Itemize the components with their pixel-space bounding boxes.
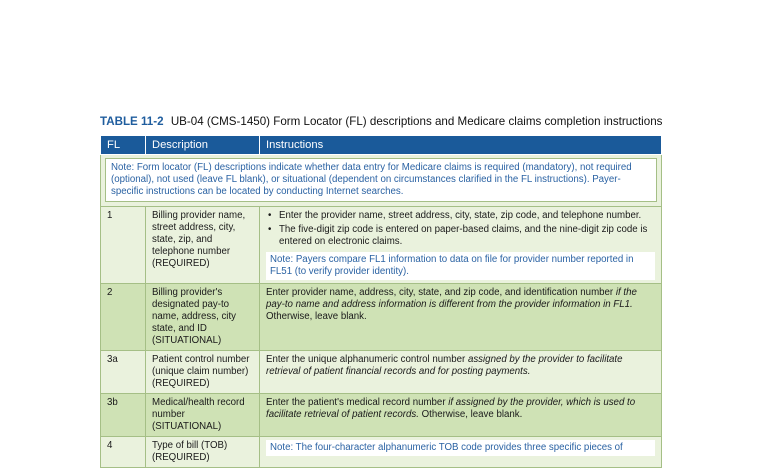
description-cell: Patient control number (unique claim number) (REQUIRED) <box>146 351 260 394</box>
table-row <box>101 207 662 284</box>
row-note: Note: Payers compare FL1 information to data on file for provider number reported in FL51 (to verify provider identity). <box>266 252 655 280</box>
table-number: TABLE 11-2 <box>100 115 164 128</box>
fl-cell: 1 <box>101 207 146 284</box>
instruction-list <box>266 210 655 248</box>
description-cell: Billing provider name, street address, city, state, zip, and telephone number (REQUIRED) <box>146 207 260 284</box>
table-header-row <box>101 136 662 155</box>
form-locator-table <box>100 136 662 468</box>
instructions-cell <box>260 437 662 468</box>
list-item: • The five-digit zip code is entered on paper-based claims, and the nine-digit zip code is entered on electronic claims. <box>268 224 648 247</box>
table-note: Note: Form locator (FL) descriptions indicate whether data entry for Medicare claims is required (mandatory), not required (optional), not used (leave FL blank), or situational (dependent on circumstances clarified in the FL instructions). Payer-specific instructions can be located by conducting Internet searches. <box>105 158 657 202</box>
list-item: • Enter the provider name, street address, city, state, zip code, and telephone number. <box>268 210 642 221</box>
description-cell: Type of bill (TOB) (REQUIRED) <box>146 437 260 468</box>
instructions-cell <box>260 207 662 284</box>
header-description: Description <box>146 136 260 155</box>
header-fl: FL <box>101 136 146 155</box>
fl-cell: 3a <box>101 351 146 394</box>
instructions-cell: Enter the unique alphanumeric control number assigned by the provider to facilitate retrieval of patient financial records and for posting payments. <box>260 351 662 394</box>
instructions-cell: Enter the patient's medical record number if assigned by the provider, which is used to facilitate retrieval of patient records. Otherwise, leave blank. <box>260 394 662 437</box>
row-note: Note: The four-character alphanumeric TOB code provides three specific pieces of <box>266 440 655 456</box>
bullet-icon: • <box>268 224 272 235</box>
fl-cell: 3b <box>101 394 146 437</box>
table-caption <box>100 115 662 128</box>
table-row <box>101 351 662 394</box>
fl-cell: 4 <box>101 437 146 468</box>
table-row <box>101 394 662 437</box>
table-row <box>101 437 662 468</box>
fl-cell: 2 <box>101 284 146 351</box>
table-note-row <box>101 155 662 207</box>
bullet-icon: • <box>268 210 272 221</box>
instructions-cell: Enter provider name, address, city, state, and zip code, and identification number if the pay-to name and address information is different from the provider information in FL1. Otherwise, leave blank. <box>260 284 662 351</box>
description-cell: Medical/health record number (SITUATIONAL) <box>146 394 260 437</box>
table-row <box>101 284 662 351</box>
header-instructions: Instructions <box>260 136 662 155</box>
table-title: UB-04 (CMS-1450) Form Locator (FL) descriptions and Medicare claims completion instructions <box>170 115 663 128</box>
description-cell: Billing provider's designated pay-to name, address, city state, and ID (SITUATIONAL) <box>146 284 260 351</box>
